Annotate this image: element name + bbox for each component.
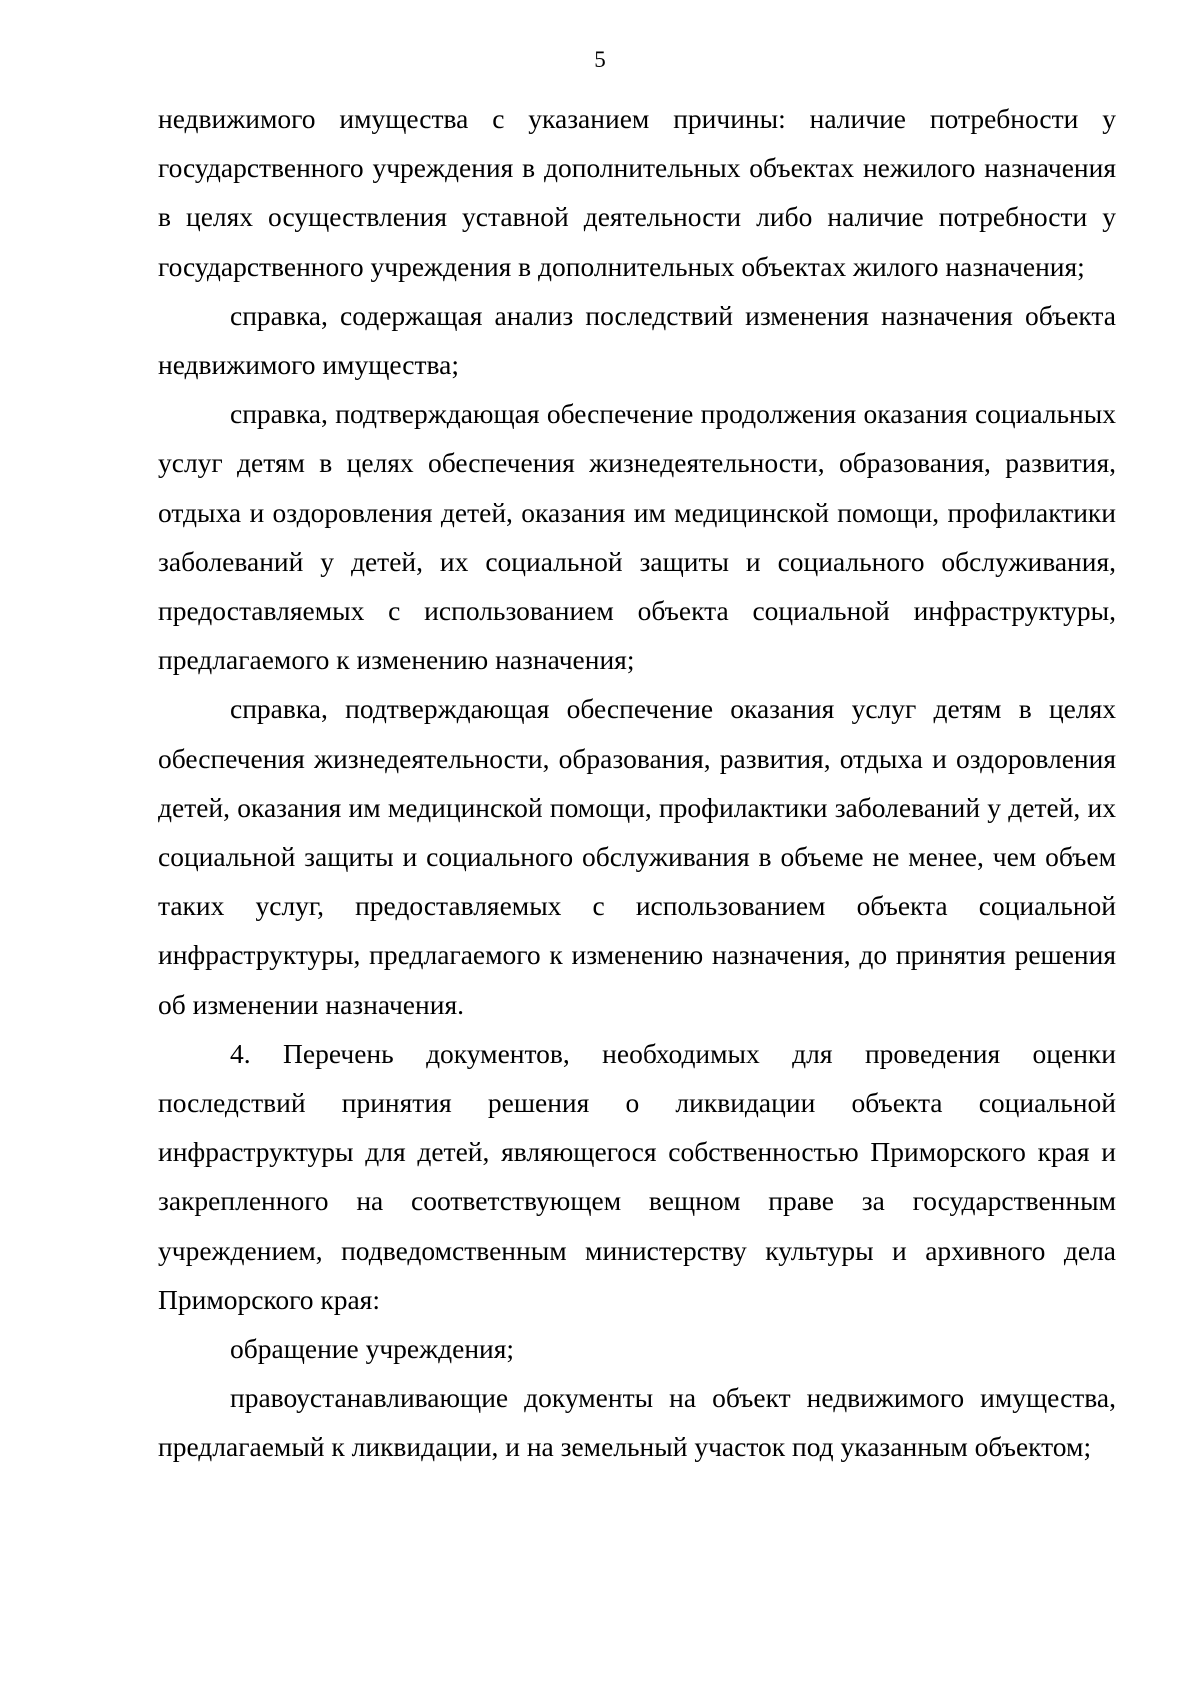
paragraph-consequences-analysis: справка, содержащая анализ последствий изменения назначения объекта недвижимого имущества; (158, 299, 1116, 381)
paragraph-title-documents: правоустанавливающие документы на объект недвижимого имущества, предлагаемый к ликвидации, и на земельный участок под указанным объектом; (158, 1382, 1116, 1463)
document-body (158, 94, 1116, 1472)
paragraph-institution-request: обращение учреждения; (230, 1333, 515, 1365)
paragraph-services-volume-certificate: справка, подтверждающая обеспечение оказания услуг детям в целях обеспечения жизнедеятельности, образования, развития, отдыха и оздоровления детей, оказания им медицинской помощи, профилактики заболеваний у детей, их социальной защиты и социального обслуживания в объеме не менее, чем объем таких услуг, предоставляемых с использованием объекта социальной инфраструктуры, предлагаемого к изменению назначения, до принятия решения об изменении назначения. (158, 693, 1116, 1020)
paragraph-services-continuation-certificate: справка, подтверждающая обеспечение продолжения оказания социальных услуг детям в целях обеспечения жизнедеятельности, образования, развития, отдыха и оздоровления детей, оказания им медицинской помощи, профилактики заболеваний у детей, их социальной защиты и социального обслуживания, предоставляемых с использованием объекта социальной инфраструктуры, предлагаемого к изменению назначения; (158, 398, 1116, 676)
paragraph-item-4-document-list: 4. Перечень документов, необходимых для проведения оценки последствий принятия решения о ликвидации объекта социальной инфраструктуры для детей, являющегося собственностью Приморского края и закрепленного на соответствующем вещном праве за государственным учреждением, подведомственным министерству культуры и архивного дела Приморского края: (158, 1037, 1116, 1315)
page-number: 5 (594, 47, 606, 72)
paragraph-continuation: недвижимого имущества с указанием причины: наличие потребности у государственного учреждения в дополнительных объектах нежилого назначения в целях осуществления уставной деятельности либо наличие потребности у государственного учреждения в дополнительных объектах жилого назначения; (158, 103, 1116, 282)
